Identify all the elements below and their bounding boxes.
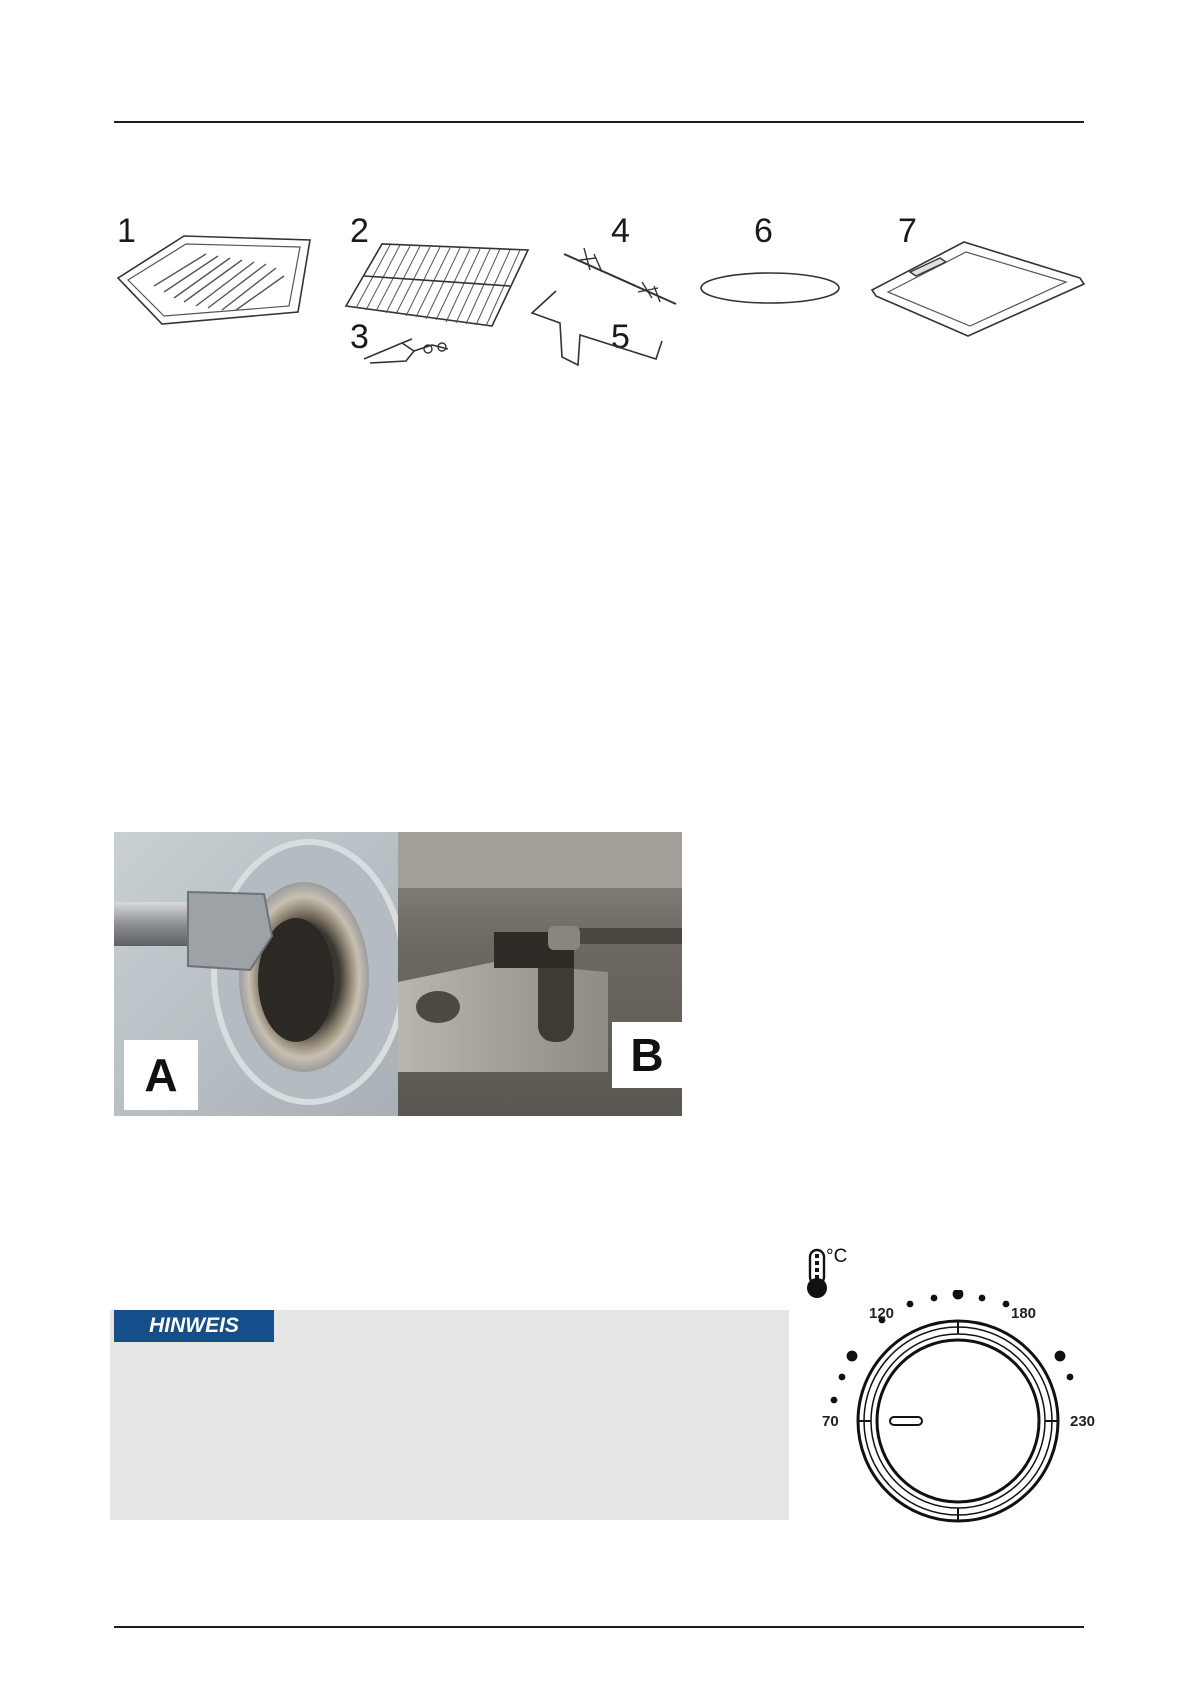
- note-box: [110, 1310, 789, 1520]
- baking-tray-illustration: [114, 230, 314, 330]
- dial-mark-180: 180: [1011, 1305, 1037, 1322]
- thermostat-dial[interactable]: [820, 1290, 1080, 1540]
- dial-mark-120: 120: [869, 1305, 895, 1322]
- photo-label-a: A: [124, 1040, 198, 1110]
- enamel-tray-illustration: [868, 238, 1088, 338]
- rotisserie-handle-illustration: [362, 335, 452, 367]
- photo-label-b: B: [612, 1022, 682, 1088]
- dial-mark-230: 230: [1070, 1413, 1096, 1430]
- accessory-number-1: 1: [117, 212, 136, 250]
- accessory-number-4: 4: [611, 212, 630, 250]
- accessory-number-5: 5: [611, 318, 630, 356]
- wire-grid-illustration: [342, 240, 532, 330]
- temperature-unit: °C: [826, 1246, 848, 1267]
- footer-rule: [114, 1626, 1084, 1628]
- accessory-number-3: 3: [350, 318, 369, 356]
- wire-lifter-illustration: [526, 285, 666, 370]
- pizza-stone-illustration: [698, 268, 843, 308]
- accessory-number-2: 2: [350, 212, 369, 250]
- note-tag: HINWEIS: [114, 1310, 274, 1342]
- accessory-number-6: 6: [754, 212, 773, 250]
- dial-mark-70: 70: [822, 1413, 839, 1430]
- photo-spit-support: [398, 832, 682, 1116]
- photo-spit-socket: [114, 832, 398, 1116]
- accessory-number-7: 7: [898, 212, 917, 250]
- header-rule: [114, 121, 1084, 123]
